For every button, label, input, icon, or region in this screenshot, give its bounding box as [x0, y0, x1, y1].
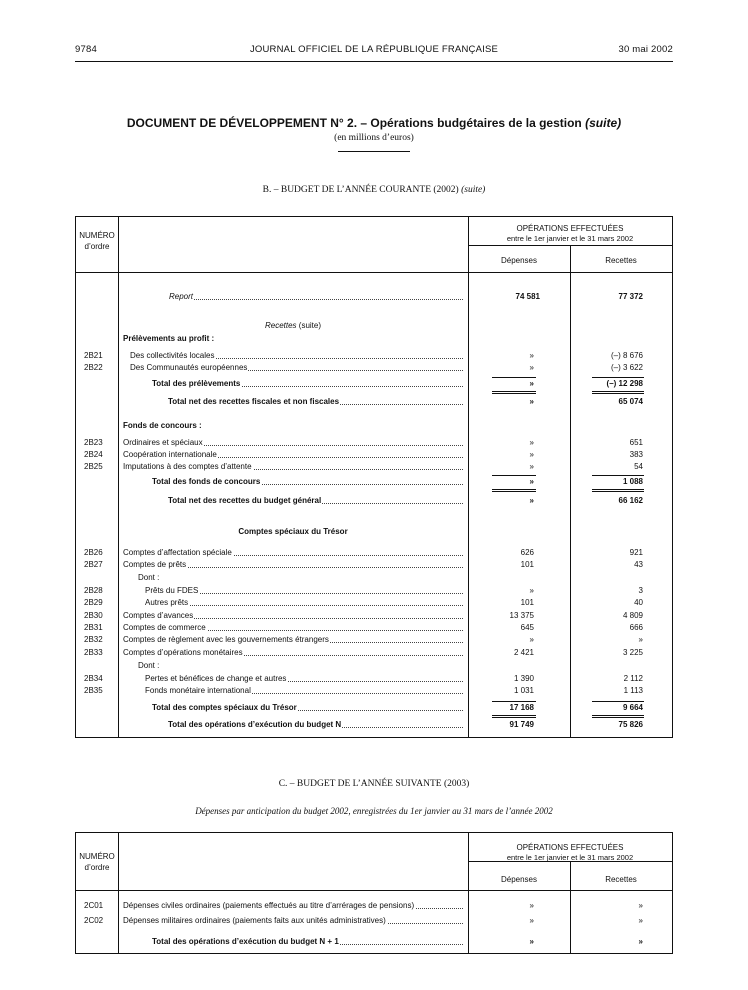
page-number: 9784: [75, 44, 97, 55]
row-label-text: Comptes d’opérations monétaires: [123, 648, 243, 657]
row-recettes: 921: [629, 548, 643, 557]
row-label-text: Dépenses militaires ordinaires (paiements faits aux unités administratives): [123, 916, 386, 925]
row-depenses: »: [529, 450, 534, 459]
row-recettes: »: [638, 916, 643, 925]
row-label-text: Total des opérations d’exécution du budget N + 1: [152, 937, 339, 946]
row-number: 2B31: [84, 623, 103, 632]
row-label-text: Total des comptes spéciaux du Trésor: [152, 703, 297, 712]
total-rule: [492, 701, 536, 702]
col-ordre-label: d’ordre: [84, 242, 110, 251]
document-title-suffix: (suite): [585, 116, 622, 130]
section-c-table: [75, 832, 673, 954]
total-row-label: [152, 703, 463, 713]
total-rule: [592, 701, 644, 702]
total-rule: [592, 391, 644, 392]
recettes-heading-suffix: (suite): [298, 321, 322, 330]
row-recettes: 66 162: [618, 496, 643, 505]
section-b-table: [75, 216, 673, 738]
col-ordre-label: d’ordre: [84, 863, 110, 872]
total-rule: [592, 475, 644, 476]
row-label: [130, 363, 463, 373]
row-number: 2B29: [84, 598, 103, 607]
row-number: 2B33: [84, 648, 103, 657]
col-recettes-label: Recettes: [605, 875, 637, 884]
row-label: [123, 901, 463, 911]
row-recettes: 54: [634, 462, 643, 471]
row-depenses: »: [529, 586, 534, 595]
total-rule: [492, 377, 536, 378]
row-number: 2B26: [84, 548, 103, 557]
total-rule: [492, 393, 536, 394]
col-numero-label: NUMÉRO: [79, 852, 115, 861]
row-depenses: 13 375: [509, 611, 534, 620]
ops-title: OPÉRATIONS EFFECTUÉES: [516, 224, 624, 233]
col-numero-label: NUMÉRO: [79, 231, 115, 240]
row-recettes: 9 664: [622, 703, 643, 712]
total-row-label: [152, 379, 463, 389]
row-label: [130, 351, 463, 361]
row-label: [123, 450, 463, 460]
row-number: 2C01: [84, 901, 104, 910]
row-recettes: »: [638, 635, 643, 644]
row-recettes: 75 826: [618, 720, 643, 729]
table-header-divider: [76, 890, 672, 891]
row-depenses: »: [529, 496, 534, 505]
total-rule: [592, 393, 644, 394]
row-label: [123, 635, 463, 645]
total-rule: [592, 491, 644, 492]
row-number: 2B32: [84, 635, 103, 644]
comptes-heading: Comptes spéciaux du Trésor: [238, 527, 348, 536]
row-depenses: 17 168: [509, 703, 534, 712]
row-label: [123, 648, 463, 658]
row-label-text: Total des opérations d’exécution du budget N: [168, 720, 342, 729]
row-label: [123, 560, 463, 570]
total-rule: [492, 475, 536, 476]
row-recettes: 651: [629, 438, 643, 447]
row-depenses: 645: [520, 623, 534, 632]
row-label-text: Total net des recettes du budget général: [168, 496, 322, 505]
ops-title: OPÉRATIONS EFFECTUÉES: [516, 843, 624, 852]
total-rule: [492, 717, 536, 718]
row-recettes: 666: [629, 623, 643, 632]
row-number: 2B27: [84, 560, 103, 569]
row-label-text: Total des fonds de concours: [152, 477, 261, 486]
row-label-text: Comptes de règlement avec les gouvernements étrangers: [123, 635, 329, 644]
col-depenses-label: Dépenses: [500, 256, 538, 265]
total-rule: [592, 489, 644, 490]
row-depenses: »: [529, 901, 534, 910]
row-label-text: Fonds monétaire international: [145, 686, 251, 695]
row-label: [123, 548, 463, 558]
row-recettes: 383: [629, 450, 643, 459]
section-c-subtitle: Dépenses par anticipation du budget 2002, enregistrées du 1er janvier au 31 mars de l’année 2002: [195, 806, 553, 816]
row-label: [145, 686, 463, 696]
total-rule: [592, 715, 644, 716]
row-label-text: Comptes de prêts: [123, 560, 187, 569]
row-number: 2B25: [84, 462, 103, 471]
prelevements-heading: Prélèvements au profit :: [123, 334, 215, 343]
row-label-text: Total des prélèvements: [152, 379, 241, 388]
row-depenses: »: [529, 363, 534, 372]
page-date: 30 mai 2002: [618, 44, 673, 55]
row-depenses: 1 031: [513, 686, 534, 695]
row-label-text: Comptes d’avances: [123, 611, 194, 620]
row-label: [145, 674, 463, 684]
row-label-text: Comptes d’affectation spéciale: [123, 548, 232, 557]
row-number: 2B28: [84, 586, 103, 595]
total-row-label: [168, 720, 463, 730]
ops-subtitle: entre le 1er janvier et le 31 mars 2002: [506, 853, 634, 862]
total-rule: [592, 717, 644, 718]
journal-title: JOURNAL OFFICIEL DE LA RÉPUBLIQUE FRANÇAISE: [249, 44, 499, 55]
document-title: [0, 116, 748, 130]
row-label-text: Coopération internationale: [123, 450, 217, 459]
row-recettes: 1 113: [623, 686, 643, 695]
row-recettes: 65 074: [618, 397, 643, 406]
recettes-heading: [118, 321, 468, 331]
row-recettes: »: [638, 937, 643, 946]
row-label: [145, 586, 463, 596]
fonds-heading: Fonds de concours :: [123, 421, 202, 430]
row-label-text: Dépenses civiles ordinaires (paiements effectués au titre d’arrérages de pensions): [123, 901, 415, 910]
total-row-label: [152, 937, 463, 947]
col-depenses-label: Dépenses: [500, 875, 538, 884]
section-b-title-text: B. – BUDGET DE L’ANNÉE COURANTE (2002): [262, 185, 459, 195]
report-label: [169, 292, 463, 302]
recettes-heading-text: Recettes: [264, 321, 297, 330]
report-recettes: 77 372: [618, 292, 643, 301]
row-recettes: 40: [634, 598, 643, 607]
total-rule: [492, 489, 536, 490]
row-depenses: »: [529, 379, 534, 388]
section-b-title: [0, 185, 748, 195]
document-title-main: DOCUMENT DE DÉVELOPPEMENT N° 2. – Opérations budgétaires de la gestion: [126, 116, 582, 130]
row-number: 2B24: [84, 450, 103, 459]
table-column-divider: [118, 217, 119, 737]
row-recettes: 1 088: [622, 477, 643, 486]
row-label: [123, 916, 463, 926]
total-row-label: [168, 496, 463, 506]
row-number: 2B21: [84, 351, 103, 360]
row-label-text: Autres prêts: [145, 598, 189, 607]
row-depenses: »: [529, 438, 534, 447]
row-label-text: Prêts du FDES: [145, 586, 199, 595]
row-depenses: 91 749: [509, 720, 534, 729]
row-label-text: Des collectivités locales: [130, 351, 215, 360]
row-label-text: Des Communautés européennes: [130, 363, 248, 372]
header-rule: [75, 61, 673, 62]
row-label: [145, 598, 463, 608]
row-depenses: 2 421: [513, 648, 534, 657]
title-divider: [338, 151, 410, 152]
row-number: 2B35: [84, 686, 103, 695]
row-recettes: 3 225: [622, 648, 643, 657]
row-label: [123, 462, 463, 472]
row-depenses: »: [529, 351, 534, 360]
unit-note: (en millions d’euros): [334, 133, 414, 143]
total-rule: [492, 491, 536, 492]
dont-label: Dont :: [138, 661, 160, 670]
table-header-divider: [468, 245, 672, 246]
row-depenses: »: [529, 937, 534, 946]
table-header-divider: [76, 272, 672, 273]
table-column-divider: [570, 245, 571, 737]
col-recettes-label: Recettes: [605, 256, 637, 265]
row-number: 2B22: [84, 363, 103, 372]
table-column-divider: [118, 833, 119, 953]
section-b-title-suffix: (suite): [461, 185, 486, 195]
row-recettes: (–) 12 298: [606, 379, 643, 388]
row-recettes: 2 112: [623, 674, 643, 683]
total-row-label: [152, 477, 463, 487]
leader-dots: [145, 605, 463, 606]
report-label-text: Report: [169, 292, 194, 301]
row-depenses: »: [529, 635, 534, 644]
row-number: 2B30: [84, 611, 103, 620]
row-depenses: »: [529, 462, 534, 471]
row-number: 2C02: [84, 916, 104, 925]
row-label: [123, 438, 463, 448]
total-rule: [492, 391, 536, 392]
report-depenses: 74 581: [515, 292, 540, 301]
dont-label: Dont :: [138, 573, 160, 582]
row-label: [123, 623, 463, 633]
row-recettes: 4 809: [622, 611, 643, 620]
row-label: [123, 611, 463, 621]
row-depenses: »: [529, 397, 534, 406]
row-depenses: 101: [520, 598, 534, 607]
row-depenses: 1 390: [513, 674, 534, 683]
row-recettes: 43: [634, 560, 643, 569]
row-recettes: (–) 8 676: [610, 351, 643, 360]
row-label-text: Pertes et bénéfices de change et autres: [145, 674, 287, 683]
row-number: 2B23: [84, 438, 103, 447]
total-rule: [592, 377, 644, 378]
row-recettes: (–) 3 622: [610, 363, 643, 372]
row-label-text: Ordinaires et spéciaux: [123, 438, 203, 447]
row-recettes: 3: [638, 586, 643, 595]
row-recettes: »: [638, 901, 643, 910]
row-depenses: »: [529, 916, 534, 925]
row-label-text: Total net des recettes fiscales et non fiscales: [168, 397, 340, 406]
total-rule: [492, 715, 536, 716]
row-depenses: 101: [520, 560, 534, 569]
row-depenses: »: [529, 477, 534, 486]
row-depenses: 626: [520, 548, 534, 557]
ops-subtitle: entre le 1er janvier et le 31 mars 2002: [506, 234, 634, 243]
row-number: 2B34: [84, 674, 103, 683]
row-label-text: Imputations à des comptes d’attente: [123, 462, 252, 471]
total-row-label: [168, 397, 463, 407]
section-c-title: C. – BUDGET DE L’ANNÉE SUIVANTE (2003): [278, 779, 470, 789]
row-label-text: Comptes de commerce: [123, 623, 206, 632]
